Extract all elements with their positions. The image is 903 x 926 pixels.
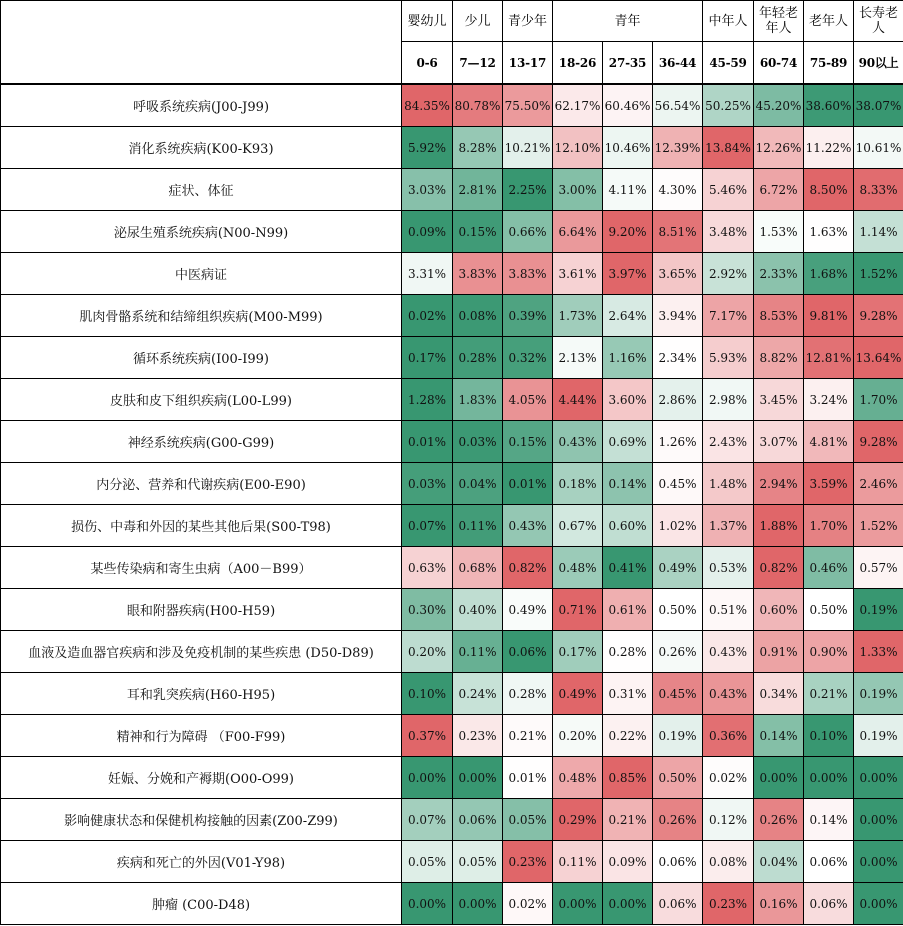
heatmap-cell: 6.72%	[754, 169, 804, 211]
heatmap-cell: 0.07%	[402, 505, 453, 547]
heatmap-cell: 0.82%	[754, 547, 804, 589]
heatmap-cell: 0.06%	[653, 841, 703, 883]
row-label: 疾病和死亡的外因(V01-Y98)	[1, 841, 402, 883]
heatmap-cell: 1.63%	[804, 211, 854, 253]
table-row	[1, 547, 903, 589]
row-label: 循环系统疾病(I00-I99)	[1, 337, 402, 379]
heatmap-cell: 60.46%	[603, 84, 653, 127]
heatmap-cell: 0.02%	[703, 757, 754, 799]
heatmap-cell: 12.10%	[553, 127, 603, 169]
heatmap-cell: 50.25%	[703, 84, 754, 127]
heatmap-cell: 38.60%	[804, 84, 854, 127]
heatmap-cell: 0.23%	[703, 883, 754, 925]
heatmap-cell: 0.19%	[854, 673, 903, 715]
heatmap-cell: 0.00%	[553, 883, 603, 925]
heatmap-cell: 0.50%	[804, 589, 854, 631]
heatmap-cell: 0.04%	[754, 841, 804, 883]
heatmap-cell: 3.97%	[603, 253, 653, 295]
heatmap-cell: 3.31%	[402, 253, 453, 295]
table-row	[1, 799, 903, 841]
heatmap-cell: 2.94%	[754, 463, 804, 505]
heatmap-cell: 0.00%	[402, 883, 453, 925]
heatmap-cell: 8.50%	[804, 169, 854, 211]
heatmap-cell: 38.07%	[854, 84, 903, 127]
row-label: 耳和乳突疾病(H60-H95)	[1, 673, 402, 715]
heatmap-cell: 3.61%	[553, 253, 603, 295]
heatmap-cell: 3.65%	[653, 253, 703, 295]
heatmap-cell: 0.06%	[503, 631, 553, 673]
age-range-label: 27-35	[603, 42, 653, 85]
heatmap-cell: 0.50%	[653, 589, 703, 631]
heatmap-cell: 0.15%	[503, 421, 553, 463]
heatmap-cell: 0.30%	[402, 589, 453, 631]
heatmap-cell: 0.49%	[503, 589, 553, 631]
age-range-label: 0-6	[402, 42, 453, 85]
row-label: 呼吸系统疾病(J00-J99)	[1, 84, 402, 127]
heatmap-cell: 0.21%	[603, 799, 653, 841]
row-label: 泌尿生殖系统疾病(N00-N99)	[1, 211, 402, 253]
age-group-label: 老年人	[804, 1, 854, 42]
table-row	[1, 757, 903, 799]
heatmap-cell: 0.68%	[453, 547, 503, 589]
heatmap-cell: 1.14%	[854, 211, 903, 253]
heatmap-cell: 75.50%	[503, 84, 553, 127]
table-row	[1, 84, 903, 127]
heatmap-cell: 2.13%	[553, 337, 603, 379]
heatmap-cell: 9.81%	[804, 295, 854, 337]
heatmap-cell: 0.66%	[503, 211, 553, 253]
table-row	[1, 421, 903, 463]
age-group-label: 少儿	[453, 1, 503, 42]
heatmap-cell: 11.22%	[804, 127, 854, 169]
table-row	[1, 631, 903, 673]
heatmap-cell: 0.06%	[653, 883, 703, 925]
heatmap-cell: 3.83%	[453, 253, 503, 295]
heatmap-cell: 3.24%	[804, 379, 854, 421]
heatmap-cell: 0.11%	[553, 841, 603, 883]
heatmap-cell: 0.50%	[653, 757, 703, 799]
heatmap-cell: 56.54%	[653, 84, 703, 127]
age-range-label: 75-89	[804, 42, 854, 85]
heatmap-cell: 0.00%	[754, 757, 804, 799]
heatmap-cell: 8.33%	[854, 169, 903, 211]
row-label: 妊娠、分娩和产褥期(O00-O99)	[1, 757, 402, 799]
row-label: 肿瘤 (C00-D48)	[1, 883, 402, 925]
heatmap-cell: 8.28%	[453, 127, 503, 169]
row-label: 皮肤和皮下组织疾病(L00-L99)	[1, 379, 402, 421]
heatmap-cell: 0.00%	[603, 883, 653, 925]
heatmap-cell: 0.39%	[503, 295, 553, 337]
heatmap-cell: 0.01%	[402, 421, 453, 463]
heatmap-cell: 1.37%	[703, 505, 754, 547]
heatmap-cell: 1.88%	[754, 505, 804, 547]
table-row	[1, 673, 903, 715]
heatmap-cell: 12.81%	[804, 337, 854, 379]
age-range-label: 60-74	[754, 42, 804, 85]
heatmap-cell: 0.23%	[503, 841, 553, 883]
heatmap-cell: 1.28%	[402, 379, 453, 421]
table-row	[1, 169, 903, 211]
heatmap-cell: 0.20%	[402, 631, 453, 673]
table-row	[1, 127, 903, 169]
heatmap-cell: 0.08%	[453, 295, 503, 337]
heatmap-cell: 0.06%	[804, 883, 854, 925]
heatmap-cell: 1.70%	[804, 505, 854, 547]
heatmap-cell: 0.14%	[754, 715, 804, 757]
heatmap-cell: 0.22%	[603, 715, 653, 757]
heatmap-cell: 0.43%	[503, 505, 553, 547]
heatmap-cell: 0.32%	[503, 337, 553, 379]
heatmap-cell: 0.21%	[804, 673, 854, 715]
heatmap-cell: 0.00%	[453, 883, 503, 925]
heatmap-cell: 0.28%	[453, 337, 503, 379]
heatmap-cell: 0.41%	[603, 547, 653, 589]
heatmap-cell: 80.78%	[453, 84, 503, 127]
heatmap-cell: 2.86%	[653, 379, 703, 421]
heatmap-cell: 0.05%	[453, 841, 503, 883]
heatmap-cell: 3.00%	[553, 169, 603, 211]
heatmap-cell: 9.20%	[603, 211, 653, 253]
heatmap-cell: 3.59%	[804, 463, 854, 505]
heatmap-cell: 1.68%	[804, 253, 854, 295]
heatmap-cell: 0.40%	[453, 589, 503, 631]
heatmap-cell: 0.37%	[402, 715, 453, 757]
heatmap-cell: 2.43%	[703, 421, 754, 463]
age-group-header-row	[1, 1, 903, 42]
heatmap-cell: 0.10%	[804, 715, 854, 757]
heatmap-cell: 9.28%	[854, 295, 903, 337]
heatmap-cell: 3.60%	[603, 379, 653, 421]
heatmap-cell: 0.05%	[503, 799, 553, 841]
heatmap-cell: 10.21%	[503, 127, 553, 169]
heatmap-cell: 0.85%	[603, 757, 653, 799]
age-group-label: 婴幼儿	[402, 1, 453, 42]
heatmap-cell: 1.48%	[703, 463, 754, 505]
heatmap-cell: 8.51%	[653, 211, 703, 253]
heatmap-cell: 3.83%	[503, 253, 553, 295]
age-group-label: 青年	[553, 1, 703, 42]
heatmap-cell: 7.17%	[703, 295, 754, 337]
heatmap-cell: 0.45%	[653, 673, 703, 715]
heatmap-cell: 1.33%	[854, 631, 903, 673]
heatmap-cell: 12.26%	[754, 127, 804, 169]
row-label: 眼和附器疾病(H00-H59)	[1, 589, 402, 631]
heatmap-cell: 0.19%	[854, 589, 903, 631]
heatmap-cell: 0.00%	[804, 757, 854, 799]
heatmap-cell: 0.20%	[553, 715, 603, 757]
heatmap-cell: 0.19%	[854, 715, 903, 757]
heatmap-cell: 0.08%	[703, 841, 754, 883]
heatmap-cell: 0.03%	[402, 463, 453, 505]
heatmap-cell: 4.30%	[653, 169, 703, 211]
heatmap-cell: 0.67%	[553, 505, 603, 547]
header-corner	[1, 1, 402, 85]
age-range-label: 18-26	[553, 42, 603, 85]
heatmap-cell: 6.64%	[553, 211, 603, 253]
heatmap-cell: 0.82%	[503, 547, 553, 589]
heatmap-cell: 0.43%	[703, 673, 754, 715]
heatmap-cell: 3.94%	[653, 295, 703, 337]
row-label: 消化系统疾病(K00-K93)	[1, 127, 402, 169]
heatmap-cell: 0.07%	[402, 799, 453, 841]
heatmap-cell: 0.02%	[503, 883, 553, 925]
heatmap-cell: 0.17%	[553, 631, 603, 673]
heatmap-cell: 0.23%	[453, 715, 503, 757]
heatmap-cell: 0.26%	[653, 799, 703, 841]
heatmap-cell: 3.45%	[754, 379, 804, 421]
age-range-label: 7—12	[453, 42, 503, 85]
heatmap-cell: 2.25%	[503, 169, 553, 211]
table-row	[1, 505, 903, 547]
heatmap-cell: 4.44%	[553, 379, 603, 421]
heatmap-cell: 0.06%	[453, 799, 503, 841]
age-group-label: 青少年	[503, 1, 553, 42]
heatmap-cell: 1.53%	[754, 211, 804, 253]
table-row	[1, 337, 903, 379]
heatmap-cell: 10.46%	[603, 127, 653, 169]
table-row	[1, 841, 903, 883]
heatmap-cell: 4.11%	[603, 169, 653, 211]
age-range-label: 36-44	[653, 42, 703, 85]
heatmap-cell: 4.05%	[503, 379, 553, 421]
heatmap-cell: 9.28%	[854, 421, 903, 463]
heatmap-cell: 3.48%	[703, 211, 754, 253]
heatmap-cell: 0.16%	[754, 883, 804, 925]
heatmap-cell: 0.61%	[603, 589, 653, 631]
heatmap-cell: 0.09%	[603, 841, 653, 883]
heatmap-cell: 62.17%	[553, 84, 603, 127]
heatmap-cell: 0.29%	[553, 799, 603, 841]
heatmap-cell: 0.02%	[402, 295, 453, 337]
heatmap-cell: 3.03%	[402, 169, 453, 211]
heatmap-cell: 2.34%	[653, 337, 703, 379]
heatmap-cell: 0.34%	[754, 673, 804, 715]
heatmap-cell: 45.20%	[754, 84, 804, 127]
row-label: 血液及造血器官疾病和涉及免疫机制的某些疾患 (D50-D89)	[1, 631, 402, 673]
heatmap-cell: 0.26%	[754, 799, 804, 841]
heatmap-cell: 84.35%	[402, 84, 453, 127]
heatmap-cell: 1.73%	[553, 295, 603, 337]
heatmap-cell: 4.81%	[804, 421, 854, 463]
heatmap-cell: 13.84%	[703, 127, 754, 169]
heatmap-cell: 0.12%	[703, 799, 754, 841]
heatmap-cell: 1.16%	[603, 337, 653, 379]
heatmap-cell: 0.90%	[804, 631, 854, 673]
heatmap-cell: 0.05%	[402, 841, 453, 883]
heatmap-cell: 0.14%	[804, 799, 854, 841]
age-group-label: 长寿老人	[854, 1, 903, 42]
heatmap-cell: 0.24%	[453, 673, 503, 715]
heatmap-cell: 2.46%	[854, 463, 903, 505]
heatmap-cell: 0.49%	[553, 673, 603, 715]
heatmap-cell: 8.82%	[754, 337, 804, 379]
heatmap-cell: 0.26%	[653, 631, 703, 673]
heatmap-cell: 0.43%	[553, 421, 603, 463]
row-label: 症状、体征	[1, 169, 402, 211]
heatmap-cell: 0.63%	[402, 547, 453, 589]
heatmap-cell: 0.04%	[453, 463, 503, 505]
heatmap-cell: 1.02%	[653, 505, 703, 547]
heatmap-cell: 0.91%	[754, 631, 804, 673]
heatmap-cell: 0.00%	[453, 757, 503, 799]
heatmap-cell: 2.98%	[703, 379, 754, 421]
heatmap-cell: 0.49%	[653, 547, 703, 589]
heatmap-cell: 0.03%	[453, 421, 503, 463]
heatmap-cell: 3.07%	[754, 421, 804, 463]
heatmap-cell: 12.39%	[653, 127, 703, 169]
heatmap-cell: 0.00%	[402, 757, 453, 799]
age-range-label: 45-59	[703, 42, 754, 85]
heatmap-cell: 5.92%	[402, 127, 453, 169]
heatmap-cell: 0.01%	[503, 757, 553, 799]
row-label: 损伤、中毒和外因的某些其他后果(S00-T98)	[1, 505, 402, 547]
heatmap-cell: 0.00%	[854, 883, 903, 925]
heatmap-cell: 2.33%	[754, 253, 804, 295]
heatmap-cell: 0.53%	[703, 547, 754, 589]
heatmap-cell: 8.53%	[754, 295, 804, 337]
heatmap-cell: 0.57%	[854, 547, 903, 589]
age-range-label: 90以上	[854, 42, 903, 85]
table-row	[1, 883, 903, 925]
heatmap-cell: 0.10%	[402, 673, 453, 715]
heatmap-cell: 0.51%	[703, 589, 754, 631]
heatmap-cell: 0.18%	[553, 463, 603, 505]
heatmap-cell: 2.92%	[703, 253, 754, 295]
heatmap-cell: 0.48%	[553, 547, 603, 589]
row-label: 神经系统疾病(G00-G99)	[1, 421, 402, 463]
table-row	[1, 211, 903, 253]
heatmap-cell: 0.15%	[453, 211, 503, 253]
heatmap-cell: 1.70%	[854, 379, 903, 421]
table-row	[1, 295, 903, 337]
heatmap-cell: 0.48%	[553, 757, 603, 799]
row-label: 内分泌、营养和代谢疾病(E00-E90)	[1, 463, 402, 505]
heatmap-cell: 0.06%	[804, 841, 854, 883]
age-range-label: 13-17	[503, 42, 553, 85]
heatmap-cell: 0.17%	[402, 337, 453, 379]
table-row	[1, 589, 903, 631]
heatmap-cell: 0.21%	[503, 715, 553, 757]
heatmap-cell: 0.09%	[402, 211, 453, 253]
heatmap-cell: 0.11%	[453, 505, 503, 547]
heatmap-cell: 5.93%	[703, 337, 754, 379]
heatmap-cell: 0.14%	[603, 463, 653, 505]
heatmap-body	[1, 84, 903, 925]
heatmap-cell: 0.71%	[553, 589, 603, 631]
heatmap-cell: 13.64%	[854, 337, 903, 379]
heatmap-cell: 2.64%	[603, 295, 653, 337]
row-label: 中医病证	[1, 253, 402, 295]
heatmap-cell: 0.69%	[603, 421, 653, 463]
heatmap-cell: 1.52%	[854, 505, 903, 547]
heatmap-cell: 0.60%	[603, 505, 653, 547]
heatmap-cell: 0.60%	[754, 589, 804, 631]
heatmap-cell: 10.61%	[854, 127, 903, 169]
heatmap-cell: 1.26%	[653, 421, 703, 463]
heatmap-cell: 0.31%	[603, 673, 653, 715]
table-row	[1, 715, 903, 757]
table-row	[1, 253, 903, 295]
heatmap-cell: 1.83%	[453, 379, 503, 421]
heatmap-cell: 1.52%	[854, 253, 903, 295]
heatmap-cell: 2.81%	[453, 169, 503, 211]
heatmap-cell: 0.19%	[653, 715, 703, 757]
heatmap-cell: 0.45%	[653, 463, 703, 505]
heatmap-cell: 5.46%	[703, 169, 754, 211]
heatmap-cell: 0.01%	[503, 463, 553, 505]
heatmap-cell: 0.00%	[854, 757, 903, 799]
age-group-label: 中年人	[703, 1, 754, 42]
row-label: 精神和行为障碍 （F00-F99)	[1, 715, 402, 757]
heatmap-cell: 0.43%	[703, 631, 754, 673]
heatmap-cell: 0.00%	[854, 799, 903, 841]
heatmap-cell: 0.36%	[703, 715, 754, 757]
heatmap-cell: 0.28%	[503, 673, 553, 715]
heatmap-cell: 0.00%	[854, 841, 903, 883]
row-label: 肌肉骨骼系统和结缔组织疾病(M00-M99)	[1, 295, 402, 337]
heatmap-cell: 0.28%	[603, 631, 653, 673]
age-group-label: 年轻老年人	[754, 1, 804, 42]
table-row	[1, 379, 903, 421]
table-row	[1, 463, 903, 505]
row-label: 影响健康状态和保健机构接触的因素(Z00-Z99)	[1, 799, 402, 841]
row-label: 某些传染病和寄生虫病（A00－B99）	[1, 547, 402, 589]
heatmap-cell: 0.11%	[453, 631, 503, 673]
heatmap-cell: 0.46%	[804, 547, 854, 589]
